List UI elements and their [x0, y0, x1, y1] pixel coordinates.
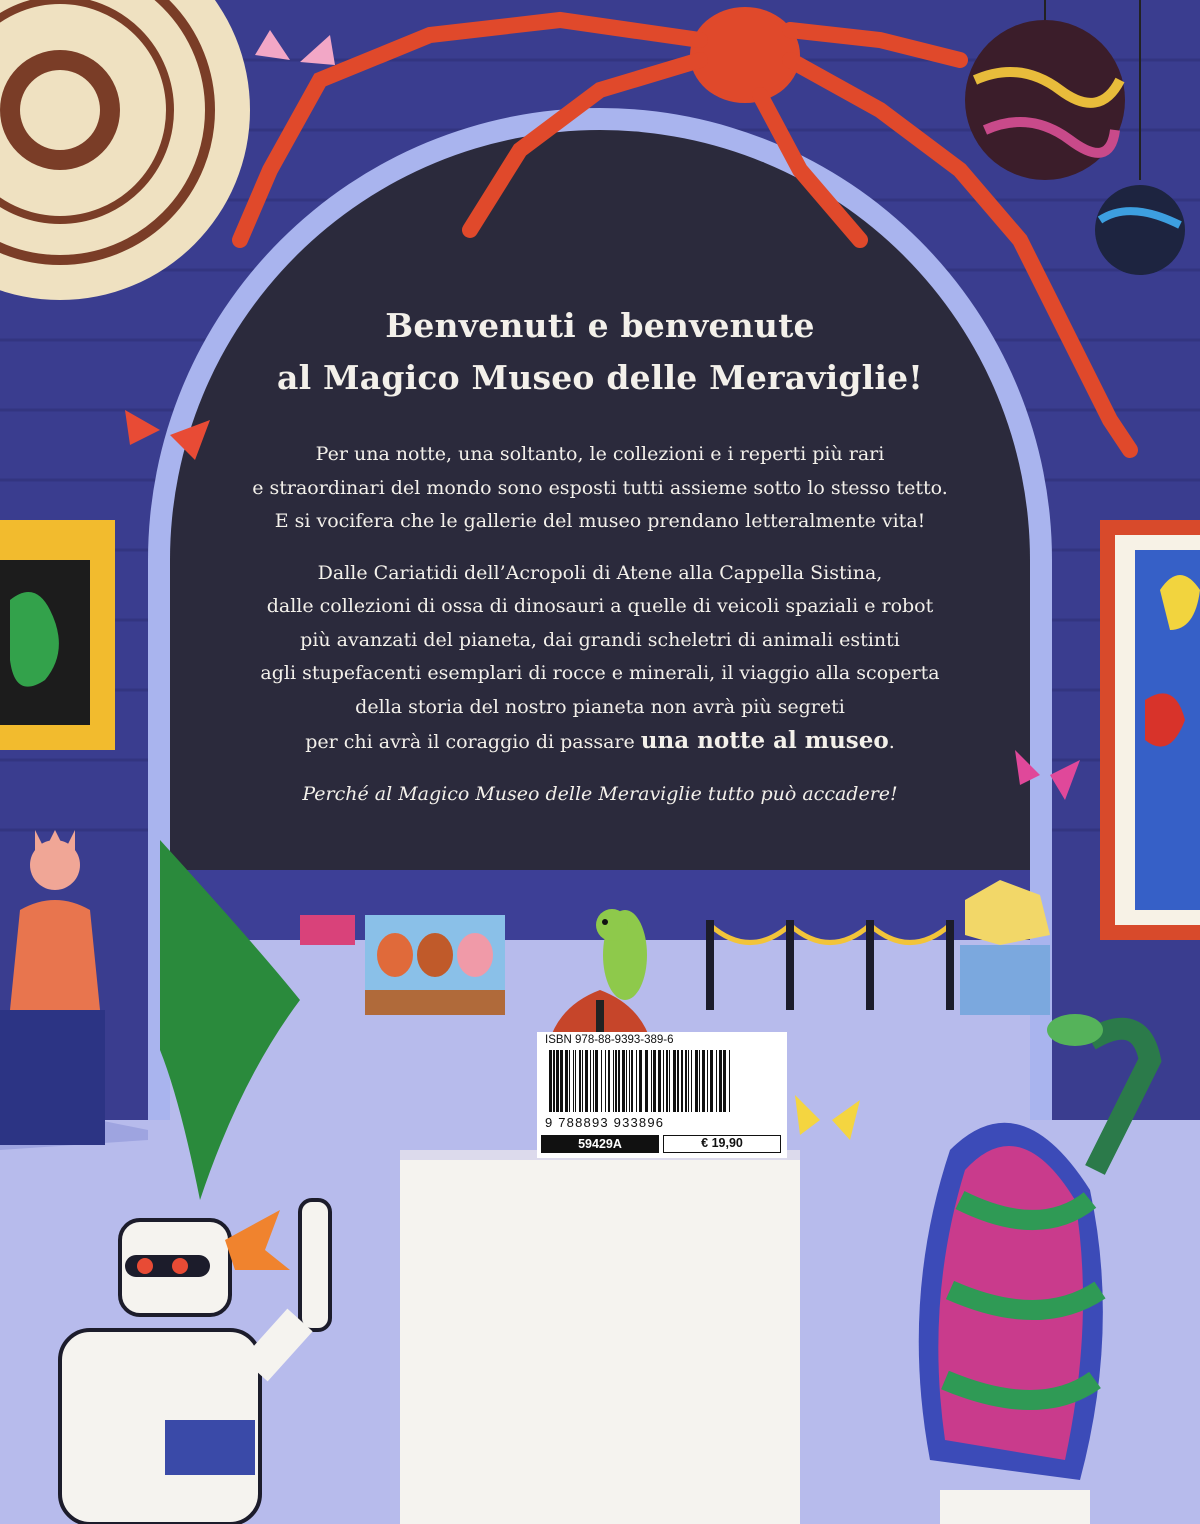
title-line-2: al Magico Museo delle Meraviglie! [277, 358, 923, 397]
barcode-bar [677, 1050, 679, 1112]
barcode-bar [582, 1050, 583, 1112]
framed-painting-left [0, 520, 115, 750]
title-line-1: Benvenuti e benvenute [385, 306, 815, 345]
barcode-bar [556, 1050, 559, 1112]
barcode-bar [681, 1050, 683, 1112]
barcode-bar [629, 1050, 630, 1112]
para2-line: agli stupefacenti esemplari di rocce e minerali, il viaggio alla scoperta [260, 662, 940, 684]
barcode-bar [605, 1050, 606, 1112]
para2-line: della storia del nostro pianeta non avrà più segreti [355, 695, 845, 718]
barcode-bar [560, 1050, 563, 1112]
barcode-bar [569, 1050, 570, 1112]
barcode-bars [545, 1050, 779, 1112]
barcode-bar [601, 1050, 602, 1112]
barcode-bar [651, 1050, 652, 1112]
barcode-bar [613, 1050, 614, 1112]
barcode-bar [716, 1050, 717, 1112]
closing-line: Perché al Magico Museo delle Meraviglie tutto può accadere! [302, 782, 898, 805]
barcode-bar [673, 1050, 676, 1112]
paragraph-2 [230, 557, 970, 760]
barcode-bar [691, 1050, 692, 1112]
para1-line: e straordinari del mondo sono esposti tutti assieme sotto lo stesso tetto. [252, 476, 948, 499]
barcode-bar [590, 1050, 591, 1112]
barcode-number: 9 788893 933896 [545, 1115, 665, 1130]
barcode-bar [658, 1050, 661, 1112]
barcode-bar [707, 1050, 708, 1112]
crystal-display-case [960, 880, 1050, 1015]
highlight-phrase: una notte al museo [640, 727, 889, 754]
barcode-bar [626, 1050, 627, 1112]
barcode-bar [636, 1050, 637, 1112]
barcode-bar [622, 1050, 625, 1112]
barcode-bar [618, 1050, 620, 1112]
isbn-text: ISBN 978-88-9393-389-6 [545, 1034, 674, 1046]
para2-line: per chi avrà il coraggio di passare [305, 731, 641, 753]
barcode-bar [702, 1050, 705, 1112]
paragraph-1 [230, 438, 970, 539]
barcode-bar [639, 1050, 642, 1112]
para2-line: più avanzati del pianeta, dai grandi scheletri di animali estinti [300, 628, 900, 651]
barcode-bar [685, 1050, 687, 1112]
barcode-bar [573, 1050, 574, 1112]
para1-line: Per una notte, una soltanto, le collezioni e i reperti più rari [315, 443, 885, 465]
cover-title [230, 300, 970, 404]
barcode-bar [669, 1050, 670, 1112]
barcode-bar [575, 1050, 576, 1112]
barcode-bar [595, 1050, 598, 1112]
barcode-bar [593, 1050, 594, 1112]
barcode-bar [585, 1050, 588, 1112]
barcode-bar [666, 1050, 668, 1112]
barcode-bar [631, 1050, 633, 1112]
barcode-bar [688, 1050, 689, 1112]
para2-punctuation: . [888, 731, 895, 753]
framed-painting-right [1100, 520, 1200, 940]
barcode-bar [710, 1050, 713, 1112]
para1-line: E si vocifera che le gallerie del museo prendano letteralmente vita! [274, 510, 926, 532]
para2-line: dalle collezioni di ossa di dinosauri a quelle di veicoli spaziali e robot [266, 595, 934, 617]
pedestal [400, 1150, 800, 1524]
barcode-bar [565, 1050, 568, 1112]
barcode-bar [608, 1050, 610, 1112]
barcode-bar [653, 1050, 656, 1112]
barcode-bar [699, 1050, 700, 1112]
barcode-bar [553, 1050, 555, 1112]
barcode-bar [663, 1050, 664, 1112]
barcode-bar [723, 1050, 726, 1112]
barcode-bar [695, 1050, 698, 1112]
barcode-bar [615, 1050, 617, 1112]
barcode-label [537, 1032, 787, 1158]
barcode-bar [645, 1050, 648, 1112]
product-code: 59429A [541, 1135, 659, 1153]
barcode-bar [579, 1050, 581, 1112]
barcode-bar [729, 1050, 730, 1112]
barcode-bar [549, 1050, 552, 1112]
price-tag: € 19,90 [663, 1135, 781, 1153]
para2-line: Dalle Cariatidi dell’Acropoli di Atene alla Cappella Sistina, [317, 561, 883, 584]
cover-text [230, 300, 970, 829]
barcode-bar [719, 1050, 722, 1112]
